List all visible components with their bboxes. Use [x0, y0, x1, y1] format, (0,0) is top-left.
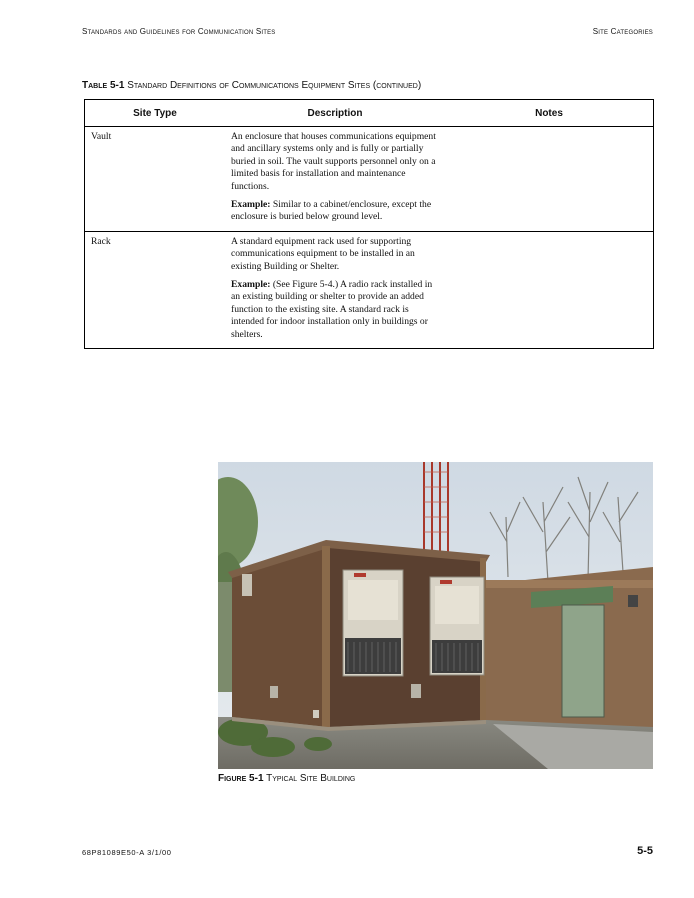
- table-row: [85, 231, 654, 348]
- document-id: 68P81089E50-A 3/1/00: [82, 848, 172, 857]
- description-text: An enclosure that houses communications equipment and ancillary systems only and is fully or partially buried in soil. The vault supports personnel only on a limited basis for installation and maintenance functions.: [231, 131, 436, 192]
- figure-caption: [218, 773, 355, 784]
- running-header-title: Standards and Guidelines for Communication Sites: [82, 27, 276, 36]
- example-text: (See Figure 5-4.) A radio rack installed in an existing building or shelter to provide an added function to the existing site. A standard rack is intended for indoor installation only in buildings or shelters.: [231, 279, 433, 340]
- table-row: [85, 127, 654, 232]
- description-text: A standard equipment rack used for supporting communications equipment to be installed in an existing Building or Shelter.: [231, 235, 415, 272]
- running-header-section: Site Categories: [592, 27, 653, 36]
- example-text-block: [231, 279, 439, 341]
- example-label: Example:: [231, 199, 271, 211]
- figure-caption-text: Typical Site Building: [266, 773, 356, 784]
- example-label: Example:: [231, 279, 271, 291]
- example-text: Similar to a cabinet/enclosure, except the enclosure is buried below ground level.: [231, 199, 432, 223]
- page-number: 5-5: [637, 845, 653, 857]
- site-type-cell: Rack: [91, 235, 111, 247]
- notes-cell: [445, 127, 654, 232]
- example-text-block: [231, 199, 439, 224]
- column-header-site-type: Site Type: [85, 100, 226, 127]
- figure-number: Figure 5-1: [218, 773, 264, 784]
- site-type-cell: Vault: [85, 127, 226, 232]
- column-header-description: Description: [225, 100, 445, 127]
- notes-cell: [445, 231, 654, 348]
- site-building-photo: [218, 462, 653, 769]
- table-number: Table 5-1: [82, 80, 125, 91]
- table-header-row: [85, 100, 654, 127]
- description-cell: [225, 231, 445, 348]
- description-cell: [225, 127, 445, 232]
- site-definitions-table: [84, 99, 654, 349]
- table-title: [82, 80, 421, 91]
- table-caption: Standard Definitions of Communications Equipment Sites (continued): [127, 80, 422, 91]
- column-header-notes: Notes: [445, 100, 654, 127]
